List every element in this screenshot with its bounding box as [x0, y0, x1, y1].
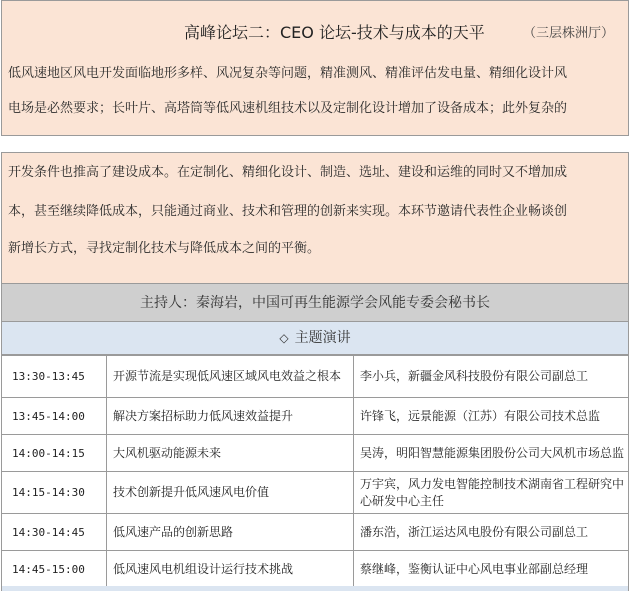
table-row	[2, 551, 629, 588]
intro-line: 电场是必然要求；长叶片、高塔筒等低风速机组技术以及定制化设计增加了设备成本；此外复杂的	[8, 101, 568, 116]
topic-cell: 技术创新提升低风速风电价值	[107, 472, 354, 514]
schedule-table	[1, 355, 629, 588]
section-title: 主题演讲	[294, 330, 351, 346]
speaker-cell: 潘东浩，浙江运达风电股份有限公司副总工	[354, 514, 629, 551]
topic-cell: 大风机驱动能源未来	[107, 435, 354, 472]
forum-intro-block	[1, 0, 629, 136]
intro-line: 本，甚至继续降低成本，只能通过商业、技术和管理的创新来实现。本环节邀请代表性企业畅谈创	[8, 204, 568, 219]
table-row	[2, 514, 629, 551]
time-cell: 13:30-13:45	[2, 356, 107, 398]
intro-line: 新增长方式，寻找定制化技术与降低成本之间的平衡。	[8, 241, 321, 256]
speaker-cell: 吴涛，明阳智慧能源集团股份公司大风机市场总监	[354, 435, 629, 472]
speaker-cell: 蔡继峰，鉴衡认证中心风电事业部副总经理	[354, 551, 629, 588]
topic-cell: 开源节流是实现低风速区域风电效益之根本	[107, 356, 354, 398]
time-cell: 14:45-15:00	[2, 551, 107, 588]
table-row	[2, 472, 629, 514]
forum-title-row	[2, 20, 628, 42]
forum-intro-continued-block	[1, 152, 629, 284]
table-row	[2, 435, 629, 472]
time-cell: 13:45-14:00	[2, 398, 107, 435]
time-cell: 14:15-14:30	[2, 472, 107, 514]
host-banner: 主持人：秦海岩，中国可再生能源学会风能专委会秘书长	[1, 284, 629, 322]
time-cell: 14:00-14:15	[2, 435, 107, 472]
page-break-gap	[0, 136, 634, 152]
topic-cell: 低风速产品的创新思路	[107, 514, 354, 551]
forum-title: 高峰论坛二：CEO 论坛-技术与成本的天平	[184, 23, 485, 42]
table-row	[2, 356, 629, 398]
speaker-cell: 万宇宾，风力发电智能控制技术湖南省工程研究中心研发中心主任	[354, 472, 629, 514]
intro-line: 开发条件也推高了建设成本。在定制化、精细化设计、制造、选址、建设和运维的同时又不增加成	[8, 165, 568, 180]
diamond-icon: ◇	[279, 331, 289, 345]
next-section-strip	[1, 586, 629, 591]
topic-cell: 解决方案招标助力低风速效益提升	[107, 398, 354, 435]
speaker-cell: 许锋飞，远景能源（江苏）有限公司技术总监	[354, 398, 629, 435]
intro-line: 低风速地区风电开发面临地形多样、风况复杂等问题，精准测风、精准评估发电量、精细化设计风	[8, 66, 568, 81]
speaker-cell: 李小兵，新疆金风科技股份有限公司副总工	[354, 356, 629, 398]
table-row	[2, 398, 629, 435]
topic-cell: 低风速风电机组设计运行技术挑战	[107, 551, 354, 588]
forum-venue: （三层株洲厅）	[522, 26, 614, 41]
time-cell: 14:30-14:45	[2, 514, 107, 551]
section-header	[1, 322, 629, 355]
